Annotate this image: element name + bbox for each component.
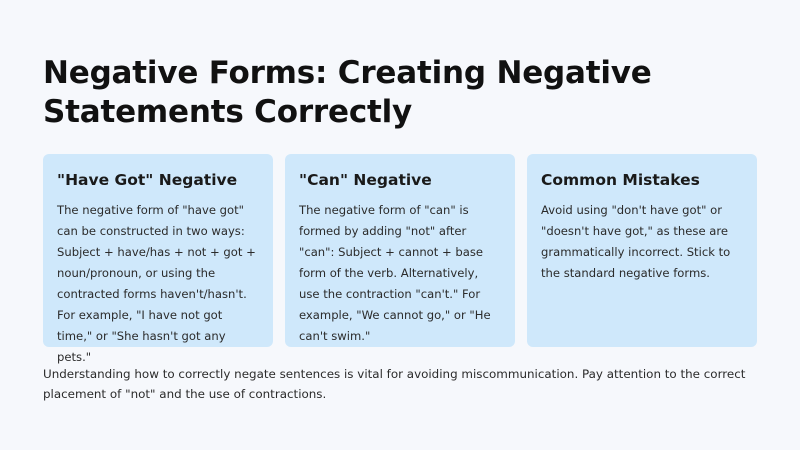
card-body: The negative form of "can" is formed by adding "not" after "can": Subject + cannot + base form of the verb. Alternatively, use the contraction "can't." For example, "We cannot go," or "He can't swim."	[299, 203, 491, 343]
card-row	[43, 154, 758, 364]
card-common-mistakes	[527, 154, 757, 347]
card-have-got-negative	[43, 154, 273, 364]
card-body: The negative form of "have got" can be constructed in two ways: Subject + have/has + not + got + noun/pronoun, or using the contracted forms haven't/hasn't. For example, "I have not got time," or "She hasn't got any pets."	[57, 203, 256, 364]
card-heading: Common Mistakes	[541, 171, 700, 189]
card-heading: "Can" Negative	[299, 171, 432, 189]
slide-title: Negative Forms: Creating Negative Statements Correctly	[43, 55, 652, 130]
card-can-negative	[285, 154, 515, 347]
summary-text: Understanding how to correctly negate sentences is vital for avoiding miscommunication. Pay attention to the correct placement of "not" and the use of contractions.	[43, 367, 746, 401]
card-heading: "Have Got" Negative	[57, 171, 238, 189]
card-body: Avoid using "don't have got" or "doesn't have got," as these are grammatically incorrect. Stick to the standard negative forms.	[541, 203, 731, 280]
